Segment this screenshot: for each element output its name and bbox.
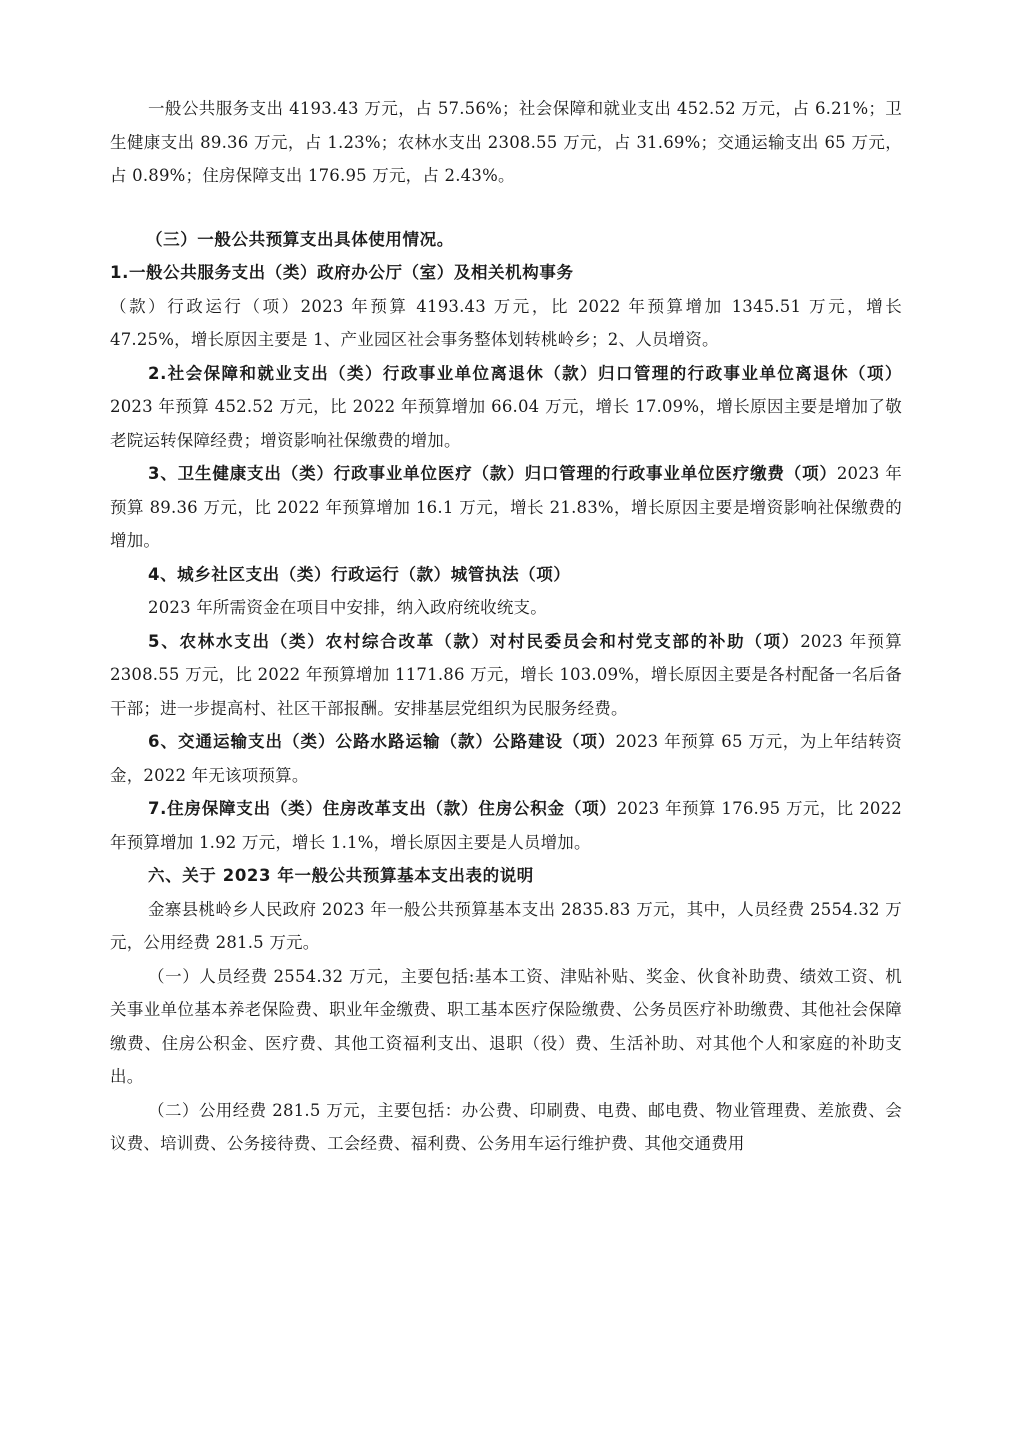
item-6-text: 2023 年预算 65 万元，为上年结转资金，2022 年无该项预算。: [110, 732, 903, 785]
personnel-expense-paragraph: （一）人员经费 2554.32 万元，主要包括:基本工资、津贴补贴、奖金、伙食补助费、绩效工资、机关事业单位基本养老保险费、职业年金缴费、职工基本医疗保险缴费、公务员医疗补助缴费、其他社会保障缴费、住房公积金、医疗费、其他工资福利支出、退职（役）费、生活补助、对其他个人和家庭的补助支出。: [110, 966, 902, 1086]
item-2-paragraph: [110, 357, 902, 458]
item-5-heading: 5、农林水支出（类）农村综合改革（款）对村民委员会和村党支部的补助（项）: [148, 631, 801, 651]
basic-expenditure-paragraph: 金寨县桃岭乡人民政府 2023 年一般公共预算基本支出 2835.83 万元，其中，人员经费 2554.32 万元，公用经费 281.5 万元。: [110, 899, 902, 952]
item-5-text: 2023 年预算 2308.55 万元，比 2022 年预算增加 1171.86 万元，增长 103.09%，增长原因主要是各村配备一名后备干部；进一步提高村、社区干部报酬。安排基层党组织为民服务经费。: [110, 631, 902, 718]
item-2-text: 2023 年预算 452.52 万元，比 2022 年预算增加 66.04 万元，增长 17.09%，增长原因主要是增加了敬老院运转保障经费；增资影响社保缴费的增加。: [110, 397, 902, 450]
section-3-heading: （三）一般公共预算支出具体使用情况。: [146, 229, 454, 249]
item-1-heading: 1.一般公共服务支出（类）政府办公厅（室）及相关机构事务: [110, 263, 574, 282]
item-6-paragraph: [110, 725, 902, 792]
item-2-heading: 2.社会保障和就业支出（类）行政事业单位离退休（款）归口管理的行政事业单位离退休（项）: [148, 363, 902, 383]
item-1-paragraph: （款）行政运行（项）2023 年预算 4193.43 万元，比 2022 年预算增加 1345.51 万元，增长 47.25%，增长原因主要是 1、产业园区社会事务整体划转桃岭乡；2、人员增资。: [110, 296, 902, 349]
item-7-paragraph: [110, 792, 902, 859]
item-3-paragraph: [110, 457, 902, 558]
item-7-heading: 7.住房保障支出（类）住房改革支出（款）住房公积金（项）: [148, 799, 617, 818]
section-6-heading: 六、关于 2023 年一般公共预算基本支出表的说明: [148, 866, 534, 885]
item-3-heading: 3、卫生健康支出（类）行政事业单位医疗（款）归口管理的行政事业单位医疗缴费（项）: [148, 464, 837, 483]
document-body: [110, 92, 902, 1161]
public-expense-paragraph: （二）公用经费 281.5 万元，主要包括：办公费、印刷费、电费、邮电费、物业管理费、差旅费、会议费、培训费、公务接待费、工会经费、福利费、公务用车运行维护费、其他交通费用: [110, 1100, 902, 1153]
item-6-heading: 6、交通运输支出（类）公路水路运输（款）公路建设（项）: [148, 732, 616, 751]
item-5-paragraph: [110, 625, 902, 726]
item-4-paragraph: 2023 年所需资金在项目中安排，纳入政府统收统支。: [148, 598, 547, 617]
item-3-text: 2023 年预算 89.36 万元，比 2022 年预算增加 16.1 万元，增长 21.83%，增长原因主要是增资影响社保缴费的增加。: [110, 464, 902, 550]
expenditure-summary-paragraph: 一般公共服务支出 4193.43 万元，占 57.56%；社会保障和就业支出 452.52 万元，占 6.21%；卫生健康支出 89.36 万元，占 1.23%；农林水支出 2308.55 万元，占 31.69%；交通运输支出 65 万元，占 0.89%；住房保障支出 176.95 万元，占 2.43%。: [110, 99, 902, 185]
item-7-text: 2023 年预算 176.95 万元，比 2022 年预算增加 1.92 万元，增长 1.1%，增长原因主要是人员增加。: [110, 799, 902, 852]
item-4-heading: 4、城乡社区支出（类）行政运行（款）城管执法（项）: [148, 564, 571, 584]
